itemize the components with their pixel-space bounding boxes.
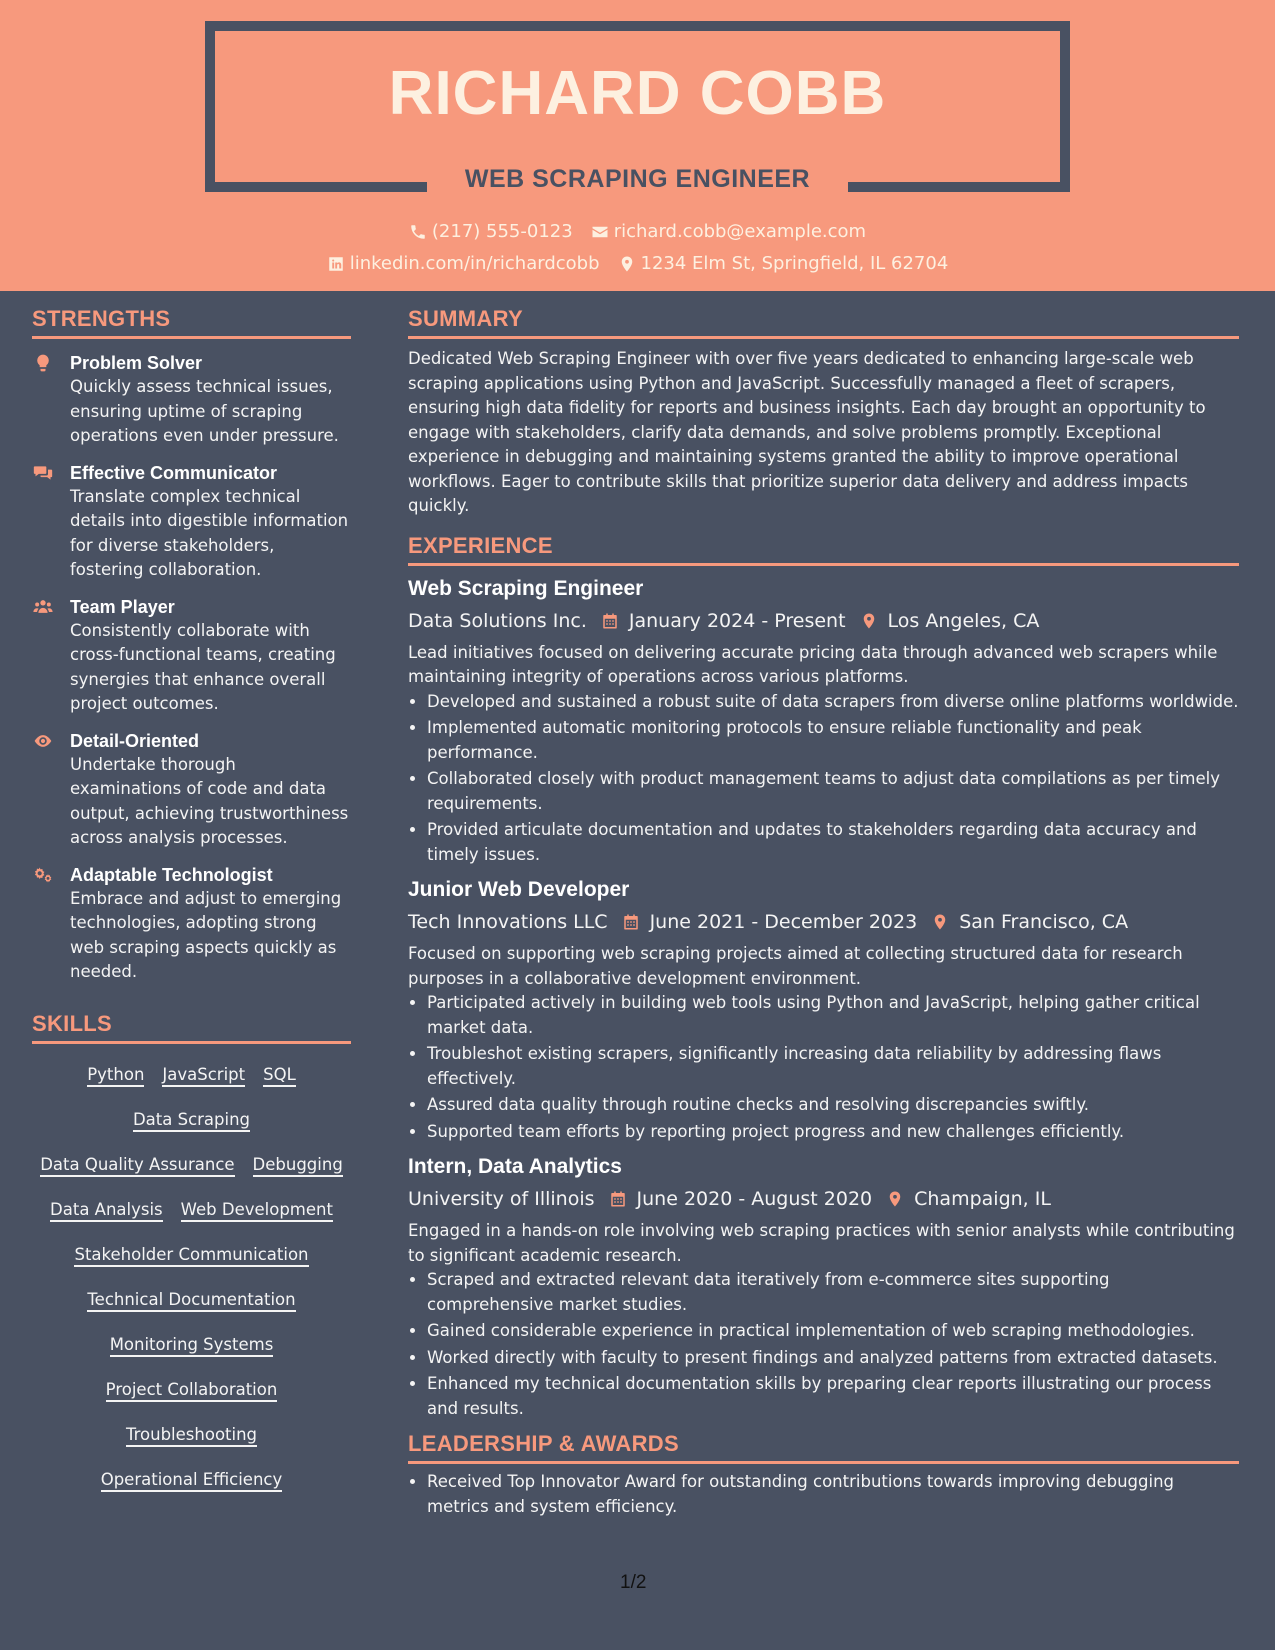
experience-section: [408, 533, 1239, 1422]
strength-desc: Embrace and adjust to emerging technologies, adopting strong web scraping aspects quickly as needed.: [70, 888, 342, 981]
contact-row-2: [0, 253, 1275, 274]
skills-row: [126, 1414, 257, 1459]
strength-item: [32, 863, 351, 985]
map-marker-icon: [860, 611, 878, 631]
skill-tag: Operational Efficiency: [101, 1470, 283, 1492]
list-item: • Scraped and extracted relevant data iteratively from e-commerce sites supporting comprehensive market studies.: [427, 1268, 1239, 1317]
right-column: [408, 306, 1239, 1521]
job-dates: June 2021 - December 2023: [649, 911, 918, 933]
skills-row: [106, 1369, 278, 1414]
skill-tag: Web Development: [181, 1200, 333, 1222]
job-description: Lead initiatives focused on delivering accurate pricing data through advanced web scrapers while maintaining integrity of operations across various platforms.: [408, 642, 1218, 686]
job-bullets: [408, 690, 1239, 868]
candidate-name: RICHARD COBB: [388, 59, 887, 128]
job-dates: January 2024 - Present: [628, 609, 846, 632]
strength-desc: Translate complex technical details into digestible information for diverse stakeholders, fostering collaboration.: [70, 486, 349, 579]
experience-heading: EXPERIENCE: [408, 533, 1239, 566]
leadership-list: [408, 1470, 1239, 1519]
job-role: Web Scraping Engineer: [408, 576, 644, 600]
skill-tag: Debugging: [253, 1155, 343, 1177]
job-entry: [408, 1152, 1239, 1421]
strengths-heading: STRENGTHS: [32, 306, 351, 339]
skills-row: [74, 1234, 308, 1279]
strength-desc: Consistently collaborate with cross-functional teams, creating synergies that enhance overall project outcomes.: [70, 620, 336, 713]
cogs-icon: [32, 865, 54, 885]
page-number: 1/2: [620, 1572, 647, 1593]
skill-tag: Data Scraping: [133, 1110, 250, 1132]
job-bullets: [408, 991, 1239, 1144]
skill-tag: Technical Documentation: [87, 1290, 295, 1312]
skill-tag: Monitoring Systems: [110, 1335, 274, 1357]
skills-row: [110, 1324, 274, 1369]
skills-row: [50, 1189, 333, 1234]
job-entry: [408, 875, 1239, 1144]
frame-bottom-left: [205, 182, 427, 192]
skill-tag: Stakeholder Communication: [74, 1245, 308, 1267]
list-item: • Collaborated closely with product management teams to adjust data compilations as per timely requirements.: [427, 767, 1239, 816]
strength-item: [32, 729, 351, 851]
skill-tag: Python: [87, 1065, 144, 1087]
strength-item: [32, 351, 351, 449]
skills-row: [101, 1459, 283, 1504]
skill-tag: Troubleshooting: [126, 1425, 257, 1447]
linkedin-icon: [327, 255, 345, 273]
skills-row: [133, 1099, 250, 1144]
list-item: • Implemented automatic monitoring protocols to ensure reliable functionality and peak performance.: [427, 716, 1239, 765]
summary-heading: SUMMARY: [408, 306, 1239, 339]
job-description: Engaged in a hands-on role involving web scraping practices with senior analysts while contributing to significant academic research.: [408, 1221, 1235, 1265]
list-item: • Supported team efforts by reporting project progress and new challenges efficiently.: [427, 1120, 1239, 1145]
phone-text: (217) 555-0123: [431, 221, 573, 242]
strength-title: Adaptable Technologist: [70, 864, 273, 885]
strength-title: Effective Communicator: [70, 462, 278, 483]
job-meta: [408, 1183, 1239, 1215]
skills-row: [40, 1144, 343, 1189]
list-item: • Received Top Innovator Award for outstanding contributions towards improving debugging metrics and system efficiency.: [427, 1470, 1239, 1519]
linkedin-text: linkedin.com/in/richardcobb: [349, 253, 600, 274]
skill-tag: JavaScript: [162, 1065, 245, 1087]
job-location: San Francisco, CA: [959, 911, 1129, 933]
job-entry: [408, 574, 1239, 868]
strength-desc: Quickly assess technical issues, ensuring uptime of scraping operations even under pressure.: [70, 377, 339, 445]
strength-title: Team Player: [70, 596, 175, 617]
skills-heading: SKILLS: [32, 1011, 351, 1044]
frame-bottom-right: [848, 182, 1070, 192]
list-item: • Troubleshot existing scrapers, significantly increasing data reliability by addressing flaws effectively.: [427, 1042, 1239, 1091]
job-bullets: [408, 1268, 1239, 1421]
skill-tag: SQL: [263, 1065, 296, 1087]
contact-phone[interactable]: [409, 221, 573, 242]
envelope-icon: [591, 223, 609, 241]
calendar-icon: [601, 611, 619, 631]
lightbulb-icon: [32, 353, 54, 373]
skill-tag: Data Analysis: [50, 1200, 163, 1222]
job-dates: June 2020 - August 2020: [636, 1188, 873, 1210]
phone-icon: [409, 223, 427, 241]
summary-text: Dedicated Web Scraping Engineer with over five years dedicated to enhancing large-scale web scraping applications using Python and JavaScript. Successfully managed a fleet of scrapers, ensuring high data fidelity for reports and business insights. Each day brought an opportunity to engage with stakeholders, clarify data demands, and solve problems promptly. Exceptional experience in debugging and maintaining systems granted the ability to improve operational workflows. Eager to contribute skills that prioritize superior data delivery and address impacts quickly.: [408, 349, 1206, 515]
map-marker-icon: [618, 255, 636, 273]
list-item: • Developed and sustained a robust suite of data scrapers from diverse online platforms worldwide.: [427, 690, 1239, 715]
contact-row-1: [0, 221, 1275, 242]
calendar-icon: [609, 1189, 627, 1209]
strength-title: Problem Solver: [70, 353, 203, 373]
skills-row: [87, 1054, 296, 1099]
map-marker-icon: [886, 1189, 904, 1209]
strength-item: [32, 461, 351, 583]
map-marker-icon: [931, 912, 949, 932]
job-location: Champaign, IL: [914, 1188, 1051, 1210]
strength-title: Detail-Oriented: [70, 730, 200, 751]
job-location: Los Angeles, CA: [887, 609, 1040, 632]
leadership-heading: LEADERSHIP & AWARDS: [408, 1431, 1239, 1464]
job-company: Tech Innovations LLC: [408, 911, 608, 933]
users-icon: [32, 597, 54, 617]
skill-tag: Project Collaboration: [106, 1380, 278, 1402]
list-item: • Assured data quality through routine checks and resolving discrepancies swiftly.: [427, 1093, 1239, 1118]
address-text: 1234 Elm St, Springfield, IL 62704: [640, 253, 949, 274]
contact-email[interactable]: [591, 221, 866, 242]
eye-icon: [32, 731, 54, 751]
contact-linkedin[interactable]: [327, 253, 600, 274]
candidate-title: WEB SCRAPING ENGINEER: [464, 165, 811, 193]
list-item: • Provided articulate documentation and updates to stakeholders regarding data accuracy and timely issues.: [427, 818, 1239, 867]
email-text: richard.cobb@example.com: [613, 221, 867, 242]
calendar-icon: [622, 912, 640, 932]
contact-address: [618, 253, 949, 274]
job-role: Intern, Data Analytics: [408, 1155, 622, 1178]
job-company: Data Solutions Inc.: [408, 609, 587, 632]
job-role: Junior Web Developer: [408, 878, 630, 901]
job-description: Focused on supporting web scraping projects aimed at collecting structured data for research purposes in a collaborative development environment.: [408, 944, 1183, 988]
list-item: • Participated actively in building web tools using Python and JavaScript, helping gather critical market data.: [427, 991, 1239, 1040]
left-column: [32, 306, 351, 1504]
leadership-section: [408, 1431, 1239, 1519]
list-item: • Gained considerable experience in practical implementation of web scraping methodologies.: [427, 1319, 1239, 1344]
skills-section: [32, 1011, 351, 1504]
job-company: University of Illinois: [408, 1188, 595, 1210]
skills-list: [32, 1054, 351, 1504]
strength-desc: Undertake thorough examinations of code and data output, achieving trustworthiness across analysis processes.: [70, 754, 349, 847]
job-meta: [408, 906, 1239, 938]
job-meta: [408, 605, 1239, 637]
resume-header: [0, 0, 1275, 291]
skills-row: [87, 1279, 295, 1324]
comments-icon: [32, 463, 54, 483]
list-item: • Worked directly with faculty to present findings and analyzed patterns from extracted datasets.: [427, 1346, 1239, 1371]
list-item: • Enhanced my technical documentation skills by preparing clear reports illustrating our process and results.: [427, 1372, 1239, 1421]
skill-tag: Data Quality Assurance: [40, 1155, 234, 1177]
strength-item: [32, 595, 351, 717]
